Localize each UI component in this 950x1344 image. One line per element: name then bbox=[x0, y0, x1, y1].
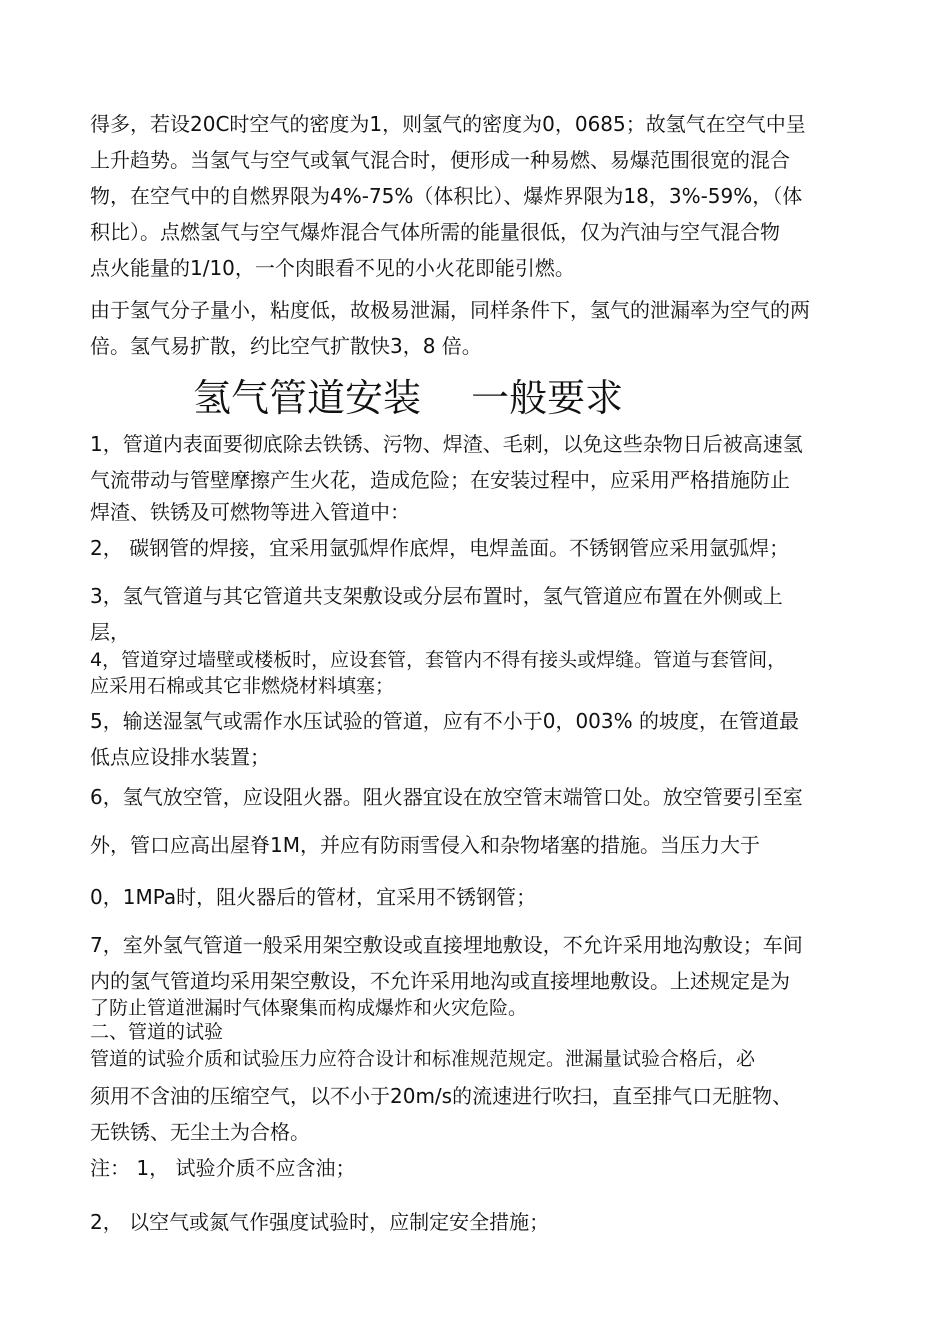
text-line: 0，1MPa时，阻火器后的管材，宜采用不锈钢管； bbox=[90, 885, 537, 909]
text-line: 上升趋势。当氢气与空气或氧气混合时，便形成一种易燃、易爆范围很宽的混合 bbox=[90, 148, 790, 172]
text-line: 点火能量的1/10，一个肉眼看不见的小火花即能引燃。 bbox=[90, 256, 575, 280]
text-line: 6，氢气放空管，应设阻火器。阻火器宜设在放空管末端管口处。放空管要引至室 bbox=[90, 785, 803, 809]
text-line: 了防止管道泄漏时气体聚集而构成爆炸和火灾危险。 bbox=[90, 997, 528, 1019]
text-line: 气流带动与管壁摩擦产生火花，造成危险；在安装过程中，应采用严格措施防止 bbox=[90, 468, 790, 492]
text-line: 1，管道内表面要彻底除去铁锈、污物、焊渣、毛刺，以免这些杂物日后被高速氢 bbox=[90, 432, 803, 456]
text-line: 由于氢气分子量小，粘度低，故极易泄漏，同样条件下，氢气的泄漏率为空气的两 bbox=[90, 298, 810, 322]
text-line: 3，氢气管道与其它管道共支架敷设或分层布置时，氢气管道应布置在外侧或上 bbox=[90, 584, 783, 608]
text-line: 积比）。点燃氢气与空气爆炸混合气体所需的能量很低，仅为汽油与空气混合物 bbox=[90, 220, 780, 244]
text-line: 2， 碳钢管的焊接，宜采用氩弧焊作底焊，电焊盖面。不锈钢管应采用氩弧焊； bbox=[90, 536, 790, 560]
text-line: 二、管道的试验 bbox=[90, 1021, 224, 1043]
text-line: 焊渣、铁锈及可燃物等进入管道中： bbox=[90, 500, 410, 524]
text-line: 内的氢气管道均采用架空敷设，不允许采用地沟或直接埋地敷设。上述规定是为 bbox=[90, 969, 790, 993]
text-line: 2， 以空气或氮气作强度试验时，应制定安全措施； bbox=[90, 1210, 550, 1234]
text-line: 应采用石棉或其它非燃烧材料填塞； bbox=[90, 675, 395, 697]
text-line: 管道的试验介质和试验压力应符合设计和标准规范规定。泄漏量试验合格后，必 bbox=[90, 1048, 756, 1070]
text-line: 须用不含油的压缩空气，以不小于20m/s的流速进行吹扫，直至排气口无脏物、 bbox=[90, 1084, 793, 1108]
text-line: 得多，若设20C时空气的密度为1，则氢气的密度为0，0685；故氢气在空气中呈 bbox=[90, 112, 806, 136]
text-line: 7，室外氢气管道一般采用架空敷设或直接埋地敷设，不允许采用地沟敷设；车间 bbox=[90, 933, 803, 957]
text-line: 5，输送湿氢气或需作水压试验的管道，应有不小于0，003% 的坡度，在管道最 bbox=[90, 709, 799, 733]
text-line: 注： 1， 试验介质不应含油； bbox=[90, 1156, 356, 1180]
text-line: 4，管道穿过墙壁或楼板时，应设套管，套管内不得有接头或焊缝。管道与套管间， bbox=[90, 649, 787, 671]
text-line: 层， bbox=[90, 620, 130, 644]
text-line: 低点应设排水装置； bbox=[90, 745, 270, 769]
section-heading: 氢气管道安装 一般要求 bbox=[193, 376, 624, 420]
text-line: 倍。氢气易扩散，约比空气扩散快3，8 倍。 bbox=[90, 334, 482, 358]
text-line: 无铁锈、无尘土为合格。 bbox=[90, 1120, 310, 1144]
text-line: 物，在空气中的自燃界限为4%-75%（体积比）、爆炸界限为18，3%-59%，（体 bbox=[90, 184, 803, 208]
text-line: 外，管口应高出屋脊1M，并应有防雨雪侵入和杂物堵塞的措施。当压力大于 bbox=[90, 833, 760, 857]
